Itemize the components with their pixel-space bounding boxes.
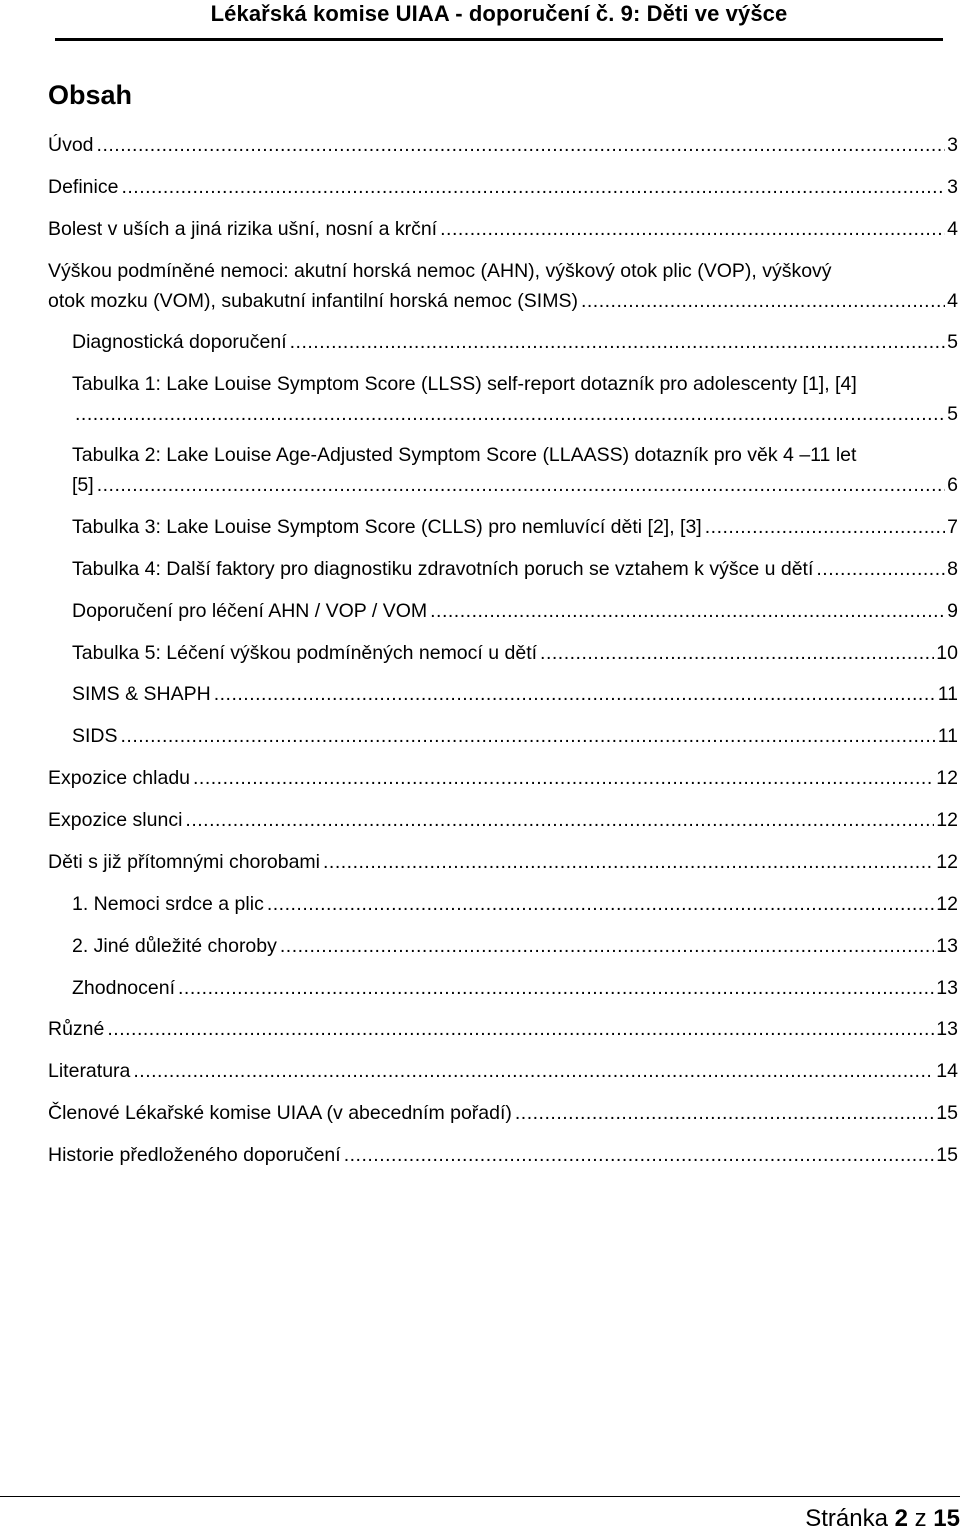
toc-entry[interactable] xyxy=(72,555,958,583)
toc-leader-dots xyxy=(344,1141,935,1169)
toc-page-number: 12 xyxy=(936,893,958,915)
toc-entry-title: 2. Jiné důležité choroby xyxy=(72,935,277,957)
toc-page-number: 10 xyxy=(936,642,958,664)
page-footer xyxy=(0,1496,960,1532)
page-label: Stránka xyxy=(805,1505,888,1532)
toc-page-number: 12 xyxy=(936,851,958,873)
toc-page-number: 3 xyxy=(947,176,958,198)
toc-page-number: 13 xyxy=(936,1018,958,1040)
toc-entry-title: Bolest v uších a jiná rizika ušní, nosní a krční xyxy=(48,218,438,240)
toc-entry-title: Expozice chladu xyxy=(48,767,191,789)
toc-entry-title: Diagnostická doporučení xyxy=(72,331,287,353)
toc-page-number: 15 xyxy=(936,1144,958,1166)
toc-page-number: 6 xyxy=(947,474,958,496)
toc-leader-dots xyxy=(75,400,945,428)
toc-leader-dots xyxy=(705,513,945,541)
toc-entry[interactable] xyxy=(48,806,958,834)
toc-page-number: 3 xyxy=(947,134,958,156)
toc-page-number: 13 xyxy=(936,977,958,999)
toc-entry[interactable] xyxy=(72,680,958,708)
toc-entry-title: [5] xyxy=(72,474,94,496)
toc-entry[interactable] xyxy=(72,974,958,1002)
toc-entry[interactable] xyxy=(48,848,958,876)
toc-entry-title: Tabulka 4: Další faktory pro diagnostiku zdravotních poruch se vztahem k výšce u dětí xyxy=(72,558,814,580)
toc-entry-title: Děti s již přítomnými chorobami xyxy=(48,851,320,873)
header-title: Lékařská komise UIAA - doporučení č. 9: Děti ve výšce xyxy=(210,1,788,26)
toc-entry-title: Historie předloženého doporučení xyxy=(48,1144,341,1166)
toc-leader-dots xyxy=(178,974,934,1002)
toc-entry[interactable] xyxy=(48,1099,958,1127)
toc-page-number: 4 xyxy=(947,218,958,240)
toc-entry-title: Zhodnocení xyxy=(72,977,175,999)
toc-page-number: 12 xyxy=(936,809,958,831)
toc-page-number: 12 xyxy=(936,767,958,789)
toc-entry[interactable] xyxy=(48,215,958,243)
toc-entry[interactable] xyxy=(48,257,958,315)
toc-entry[interactable] xyxy=(48,1015,958,1043)
toc-page-number: 5 xyxy=(947,331,958,353)
toc-entry-title-line1: Tabulka 1: Lake Louise Symptom Score (LLSS) self-report dotazník pro adolescenty [1], [4] xyxy=(72,373,857,395)
toc-entry-title: Tabulka 5: Léčení výškou podmíněných nemocí u dětí xyxy=(72,642,538,664)
current-page-number: 2 xyxy=(894,1505,908,1532)
toc-page-number: 13 xyxy=(936,935,958,957)
toc-page-number: 5 xyxy=(947,403,958,425)
toc-entry[interactable] xyxy=(48,1057,958,1085)
toc-page-number: 14 xyxy=(936,1060,958,1082)
total-pages-number: 15 xyxy=(933,1505,960,1532)
page-header xyxy=(55,0,943,41)
toc-entry[interactable] xyxy=(72,932,958,960)
toc-leader-dots xyxy=(440,215,945,243)
toc-entry-title: Tabulka 3: Lake Louise Symptom Score (CLLS) pro nemluvící děti [2], [3] xyxy=(72,516,702,538)
toc-leader-dots xyxy=(290,328,946,356)
toc-entry[interactable] xyxy=(72,597,958,625)
toc-leader-dots xyxy=(193,764,934,792)
toc-entry-title: Definice xyxy=(48,176,119,198)
toc-heading: Obsah xyxy=(48,80,133,110)
toc-page-number: 11 xyxy=(937,683,958,705)
toc-entry-title-line1: Tabulka 2: Lake Louise Age-Adjusted Symptom Score (LLAASS) dotazník pro věk 4 –11 let xyxy=(72,444,857,466)
toc-entry[interactable] xyxy=(72,328,958,356)
toc-entry-title: otok mozku (VOM), subakutní infantilní horská nemoc (SIMS) xyxy=(48,290,578,312)
toc-leader-dots xyxy=(107,1015,934,1043)
toc-leader-dots xyxy=(121,173,945,201)
toc-leader-dots xyxy=(540,639,934,667)
toc-entry-title: Členové Lékařské komise UIAA (v abecedním pořadí) xyxy=(48,1102,512,1124)
toc-entry[interactable] xyxy=(72,370,958,428)
toc-leader-dots xyxy=(97,131,946,159)
toc-entry-title: Různé xyxy=(48,1018,105,1040)
toc-page-number: 4 xyxy=(947,290,958,312)
toc-entry[interactable] xyxy=(72,639,958,667)
toc-leader-dots xyxy=(816,555,945,583)
page-of-label: z xyxy=(914,1505,927,1532)
toc-page-number: 8 xyxy=(947,558,958,580)
toc-entry-title: SIMS & SHAPH xyxy=(72,683,211,705)
toc-entry[interactable] xyxy=(72,722,958,750)
toc-leader-dots xyxy=(430,597,945,625)
toc-page-number: 15 xyxy=(936,1102,958,1124)
toc-entry-title: Literatura xyxy=(48,1060,131,1082)
toc-entry[interactable] xyxy=(72,513,958,541)
toc-leader-dots xyxy=(133,1057,934,1085)
toc-entry-title: SIDS xyxy=(72,725,118,747)
toc-entry-title: Úvod xyxy=(48,134,94,156)
toc-leader-dots xyxy=(214,680,936,708)
toc-leader-dots xyxy=(515,1099,934,1127)
toc-entry[interactable] xyxy=(48,131,958,159)
page-counter xyxy=(805,1505,960,1533)
toc-entry-title: Doporučení pro léčení AHN / VOP / VOM xyxy=(72,600,428,622)
toc-entry-title: 1. Nemoci srdce a plic xyxy=(72,893,264,915)
toc-entry-title: Expozice slunci xyxy=(48,809,183,831)
toc-leader-dots xyxy=(581,287,945,315)
toc-page-number: 7 xyxy=(947,516,958,538)
toc-page-number: 11 xyxy=(937,725,958,747)
toc-page-number: 9 xyxy=(947,600,958,622)
toc-leader-dots xyxy=(323,848,934,876)
toc-entry[interactable] xyxy=(48,173,958,201)
toc-leader-dots xyxy=(267,890,934,918)
toc-leader-dots xyxy=(185,806,934,834)
toc-leader-dots xyxy=(121,722,936,750)
toc-leader-dots xyxy=(280,932,934,960)
toc-entry[interactable] xyxy=(48,1141,958,1169)
toc-leader-dots xyxy=(97,471,945,499)
toc-entry[interactable] xyxy=(48,764,958,792)
toc-entry[interactable] xyxy=(72,890,958,918)
toc-entry-title-line1: Výškou podmíněné nemoci: akutní horská nemoc (AHN), výškový otok plic (VOP), výškový xyxy=(48,260,832,282)
toc-entry[interactable] xyxy=(72,441,958,499)
